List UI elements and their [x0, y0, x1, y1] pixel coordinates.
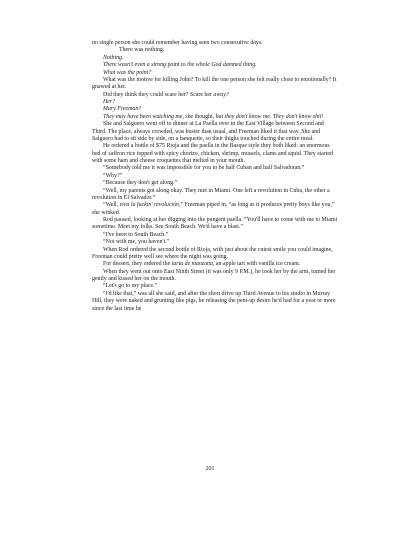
paragraph: “Why?”: [103, 172, 123, 179]
text-run: but they don't know me. They don't know shit!: [215, 113, 324, 120]
paragraph: [92, 261, 338, 268]
text-run: she thought,: [183, 113, 216, 120]
text-run: For dessert, they ordered the: [103, 261, 172, 268]
paragraph: There was nothing.: [119, 47, 165, 54]
text-run: They may have been watching me,: [103, 113, 184, 120]
paragraph: [92, 62, 338, 69]
paragraph: “Somebody told me it was impossible for you to be half Cuban and half Salvadoran.”: [103, 165, 305, 172]
paragraph: Her?: [103, 99, 116, 105]
paragraph: Rod paused, looking at her digging into the pungent paella. “You'll have to come with me to Miami sometime. Meet my folks. See South Beach. We'd have a blast.”: [92, 217, 338, 231]
paragraph: no single person she could remember having seen two consecutive days.: [92, 40, 263, 46]
paragraph: [92, 92, 338, 99]
paragraph: “Let's go to my place.”: [103, 283, 158, 290]
paragraph: Nothing.: [103, 54, 124, 61]
paragraph: “Because they don't get along.”: [103, 180, 178, 187]
text-run: “Well,: [103, 202, 120, 209]
paragraph: He ordered a bottle of $75 Rioja and the paella in the Basque style they both liked: an enormous bed of saffron rice topped with spicy chorizo, chicken, shrimp, mussels, clams and squid. They started with some ham and cheese croquettes that melted in your mouth.: [92, 143, 333, 164]
paragraph: Mary Freeman?: [103, 106, 142, 113]
text-run: ” Freeman piped in, “as long as it produces pretty boys like you,” she winked.: [92, 202, 335, 216]
paragraph: What was the motive for killing John? To kill the one person she felt really close to emotionally? It gnawed at her.: [92, 76, 337, 91]
text-run: to the whole God damned thing.: [179, 62, 257, 69]
text-run: tarta de manzana,: [171, 261, 215, 268]
paragraph: “Not with me, you haven't.”: [103, 239, 170, 246]
paragraph: When Rod ordered the second bottle of Rioja, with just about the cutest smile you could imagine, Freeman could pretty well see where the night was going.: [92, 246, 333, 260]
paragraph: “I've been to South Beach.”: [103, 231, 169, 238]
paragraph: “I'd like that,” was all she said, and after the short drive up Third Avenue to his studio in Murray Hill, they were naked and grunting like pigs, he releasing the pent-up desire he'd had for a year or more since the last time he: [92, 290, 336, 312]
text-run: Did they think they could scare her? Scare her: [103, 91, 214, 98]
paragraph: “Well, my parents got along okay. They met in Miami. One left a revolution in Cuba, the other a revolution in El Salvador.”: [92, 187, 330, 201]
text-run: away?: [213, 91, 229, 98]
page-number: 201: [205, 466, 215, 472]
paragraph: She and Salguero went off to dinner at La Paella over in the East Village between Second and Third. The place, always crowded, was busier than usual, and Freeman liked it that way. She and Salguero had to sit side by side, on a banquette, so their thighs touched during the entire meal.: [92, 121, 324, 142]
paragraph: When they went out onto East Ninth Street (it was only 9 P.M.), he took her by the arm, turned her gently and kissed her on the mouth.: [92, 268, 336, 282]
text-run: point: [167, 62, 180, 69]
text-run: an apple tart with vanilla ice cream.: [214, 261, 301, 268]
paragraph: What was the point?: [103, 69, 152, 76]
text-run: There wasn't even a strong: [103, 62, 168, 69]
page-body: [92, 40, 338, 313]
paragraph: [92, 202, 338, 217]
text-run: viva la fuckin' revolución,: [119, 202, 181, 209]
